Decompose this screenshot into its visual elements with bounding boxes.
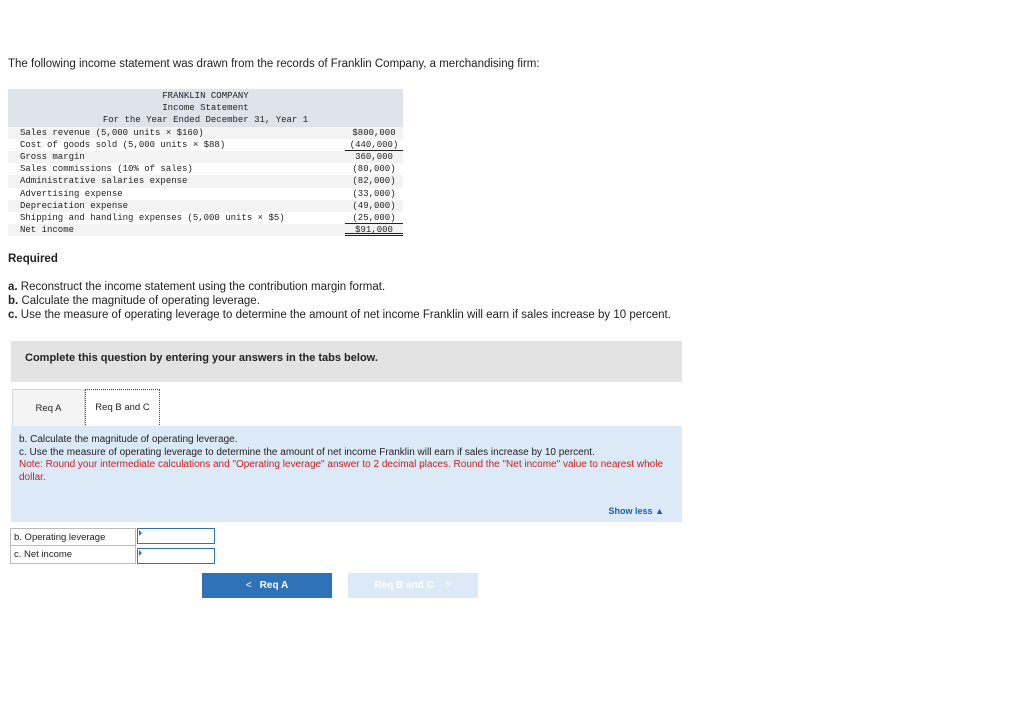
row-label: Net income	[20, 225, 75, 236]
required-item	[8, 308, 671, 322]
row-amount: (440,000)	[345, 139, 403, 151]
statement-row	[8, 163, 403, 175]
statement-row	[8, 188, 403, 200]
row-amount: $91,000	[345, 224, 403, 236]
next-tab-button	[348, 573, 478, 598]
row-label: Cost of goods sold (5,000 units × $88)	[20, 139, 226, 150]
statement-row	[8, 139, 403, 151]
next-button-label: Req B and C	[374, 580, 434, 591]
row-amount: (33,000)	[352, 188, 396, 199]
prev-tab-button[interactable]	[202, 573, 332, 598]
statement-rows	[8, 127, 403, 237]
row-label: Depreciation expense	[20, 200, 129, 211]
row-label: Administrative salaries expense	[20, 176, 188, 187]
show-less-link[interactable]	[609, 506, 664, 516]
tab-req-a[interactable]: Req A	[12, 389, 85, 426]
net-income-input[interactable]	[137, 548, 215, 564]
row-amount: (80,000)	[352, 164, 396, 175]
row-amount: $800,000	[352, 127, 396, 138]
item-text: Reconstruct the income statement using the contribution margin format.	[20, 281, 386, 293]
answer-row	[10, 528, 215, 546]
instructions-text: Complete this question by entering your answers in the tabs below.	[25, 352, 378, 364]
required-item	[8, 294, 671, 308]
row-amount: (49,000)	[352, 200, 396, 211]
question-c: c. Use the measure of operating leverage to determine the amount of net income Franklin will earn if sales increase by 10 percent.	[19, 446, 595, 458]
row-amount: (82,000)	[352, 176, 396, 187]
tab-req-b-and-c[interactable]: Req B and C	[85, 389, 160, 425]
row-label: Sales revenue (5,000 units × $160)	[20, 127, 204, 138]
answer-table	[10, 528, 215, 564]
company-name: FRANKLIN COMPANY	[162, 91, 249, 101]
item-text: Use the measure of operating leverage to determine the amount of net income Franklin will earn if sales increase by 10 percent.	[20, 309, 671, 322]
statement-row	[8, 200, 403, 212]
instructions-bar	[11, 341, 682, 382]
item-text: Calculate the magnitude of operating leverage.	[21, 295, 260, 308]
answer-row	[10, 546, 215, 564]
statement-row	[8, 175, 403, 187]
statement-header	[8, 89, 403, 127]
statement-period: For the Year Ended December 31, Year 1	[102, 115, 309, 126]
row-label: Shipping and handling expenses (5,000 units × $5)	[20, 212, 285, 223]
prev-button-label: Req A	[259, 580, 289, 591]
intro-text: The following income statement was drawn from the records of Franklin Company, a merchandising firm:	[8, 58, 540, 70]
statement-row	[8, 212, 403, 224]
row-label: Advertising expense	[20, 188, 123, 199]
rounding-note: Note: Round your intermediate calculations and "Operating leverage" answer to 2 decimal places. Round the "Net income" value to nearest whole dollar.	[19, 459, 664, 483]
chevron-left-icon: <	[245, 580, 252, 591]
panel-text	[19, 434, 669, 484]
statement-row	[8, 151, 403, 163]
question-panel	[11, 426, 682, 522]
row-label: Gross margin	[20, 151, 85, 162]
row-amount: 360,000	[355, 151, 393, 162]
item-letter: a.	[8, 281, 18, 293]
income-statement	[8, 89, 403, 236]
required-list	[8, 280, 671, 323]
required-item	[8, 280, 671, 294]
operating-leverage-input[interactable]	[137, 528, 215, 544]
caret-up-icon: ▲	[655, 506, 664, 516]
row-amount: (25,000)	[345, 212, 403, 224]
show-less-label: Show less	[608, 506, 653, 516]
statement-title: Income Statement	[162, 103, 249, 114]
question-b: b. Calculate the magnitude of operating leverage.	[19, 434, 238, 445]
statement-row	[8, 224, 403, 236]
row-label: Sales commissions (10% of sales)	[20, 164, 193, 175]
answer-label-operating-leverage: b. Operating leverage	[10, 528, 136, 546]
item-letter: b.	[8, 295, 19, 308]
statement-row	[8, 127, 403, 139]
answer-label-net-income: c. Net income	[10, 546, 136, 564]
required-heading: Required	[8, 253, 58, 265]
item-letter: c.	[8, 309, 18, 322]
chevron-right-icon: >	[445, 580, 452, 591]
